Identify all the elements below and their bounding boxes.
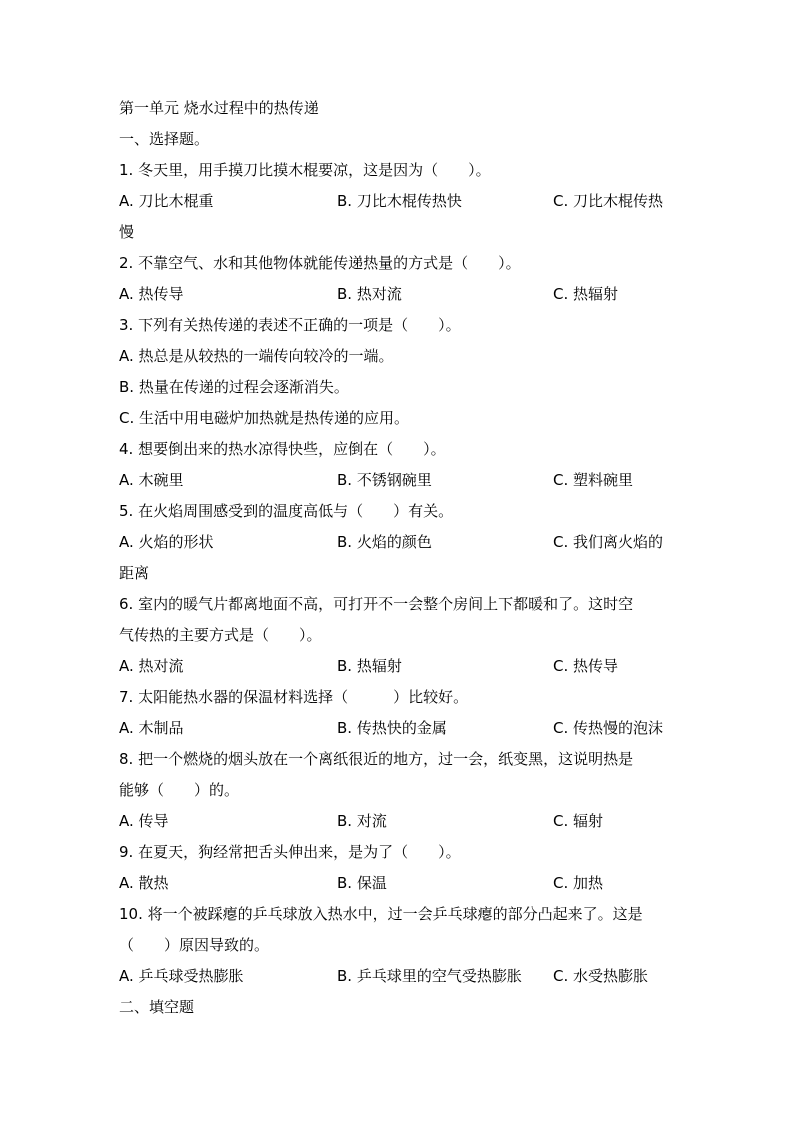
option-b[interactable]: B. 刀比木棍传热快: [337, 192, 462, 210]
option-b[interactable]: B. 不锈钢碗里: [337, 471, 432, 489]
question-list: [119, 155, 679, 992]
option-line[interactable]: B. 热量在传递的过程会逐渐消失。: [119, 378, 349, 396]
option-a[interactable]: A. 传导: [119, 812, 169, 830]
question-item: [119, 837, 679, 899]
option-line[interactable]: A. 热总是从较热的一端传向较冷的一端。: [119, 347, 394, 365]
question-stem: 8. 把一个燃烧的烟头放在一个离纸很近的地方，过一会，纸变黑，这说明热是: [119, 750, 634, 768]
question-item: [119, 310, 679, 434]
question-stem: 9. 在夏天，狗经常把舌头伸出来，是为了（ ）。: [119, 843, 461, 861]
section-heading-choice: 一、选择题。: [119, 130, 210, 148]
option-b[interactable]: B. 保温: [337, 874, 387, 892]
question-stem: 能够（ ）的。: [119, 781, 240, 799]
option-b[interactable]: B. 对流: [337, 812, 387, 830]
option-row: [119, 651, 679, 682]
question-stem: 气传热的主要方式是（ ）。: [119, 626, 322, 644]
question-stem: 6. 室内的暖气片都离地面不高，可打开不一会整个房间上下都暖和了。这时空: [119, 595, 634, 613]
option-c[interactable]: C. 热辐射: [553, 285, 619, 303]
option-a[interactable]: A. 热对流: [119, 657, 184, 675]
option-wrap-continuation: 慢: [119, 223, 135, 241]
option-b[interactable]: B. 乒乓球里的空气受热膨胀: [337, 967, 522, 985]
option-b[interactable]: B. 热对流: [337, 285, 402, 303]
question-item: [119, 155, 679, 248]
option-row: [119, 465, 679, 496]
option-a[interactable]: A. 热传导: [119, 285, 184, 303]
option-row: [119, 279, 679, 310]
question-stem: 1. 冬天里，用手摸刀比摸木棍要凉，这是因为（ ）。: [119, 161, 491, 179]
option-a[interactable]: A. 木制品: [119, 719, 184, 737]
question-item: [119, 899, 679, 992]
question-item: [119, 434, 679, 496]
option-line[interactable]: C. 生活中用电磁炉加热就是热传递的应用。: [119, 409, 410, 427]
option-a[interactable]: A. 乒乓球受热膨胀: [119, 967, 244, 985]
option-b[interactable]: B. 火焰的颜色: [337, 533, 432, 551]
question-item: [119, 744, 679, 837]
option-c[interactable]: C. 刀比木棍传热: [553, 192, 664, 210]
worksheet: [119, 93, 679, 1023]
option-row: [119, 806, 679, 837]
question-stem: （ ）原因导致的。: [119, 936, 270, 954]
option-b[interactable]: B. 传热快的金属: [337, 719, 447, 737]
question-item: [119, 682, 679, 744]
question-item: [119, 589, 679, 682]
question-stem: 3. 下列有关热传递的表述不正确的一项是（ ）。: [119, 316, 461, 334]
option-row: [119, 527, 679, 558]
question-item: [119, 496, 679, 589]
option-row: [119, 186, 679, 217]
option-c[interactable]: C. 传热慢的泡沫: [553, 719, 664, 737]
option-row: [119, 713, 679, 744]
option-c[interactable]: C. 热传导: [553, 657, 619, 675]
option-a[interactable]: A. 木碗里: [119, 471, 184, 489]
question-stem: 5. 在火焰周围感受到的温度高低与（ ）有关。: [119, 502, 454, 520]
question-item: [119, 248, 679, 310]
option-b[interactable]: B. 热辐射: [337, 657, 402, 675]
option-a[interactable]: A. 火焰的形状: [119, 533, 214, 551]
option-c[interactable]: C. 塑料碗里: [553, 471, 634, 489]
question-stem: 2. 不靠空气、水和其他物体就能传递热量的方式是（ ）。: [119, 254, 521, 272]
option-row: [119, 961, 679, 992]
question-stem: 4. 想要倒出来的热水凉得快些，应倒在（ ）。: [119, 440, 446, 458]
unit-title: 第一单元 烧水过程中的热传递: [119, 99, 319, 117]
option-a[interactable]: A. 刀比木棍重: [119, 192, 214, 210]
section-heading-fill: 二、填空题: [119, 998, 195, 1016]
option-row: [119, 868, 679, 899]
option-c[interactable]: C. 水受热膨胀: [553, 967, 649, 985]
option-wrap-continuation: 距离: [119, 564, 150, 582]
option-c[interactable]: C. 我们离火焰的: [553, 533, 664, 551]
option-c[interactable]: C. 加热: [553, 874, 604, 892]
option-a[interactable]: A. 散热: [119, 874, 169, 892]
question-stem: 10. 将一个被踩瘪的乒乓球放入热水中，过一会乒乓球瘪的部分凸起来了。这是: [119, 905, 643, 923]
option-c[interactable]: C. 辐射: [553, 812, 604, 830]
question-stem: 7. 太阳能热水器的保温材料选择（ ）比较好。: [119, 688, 469, 706]
